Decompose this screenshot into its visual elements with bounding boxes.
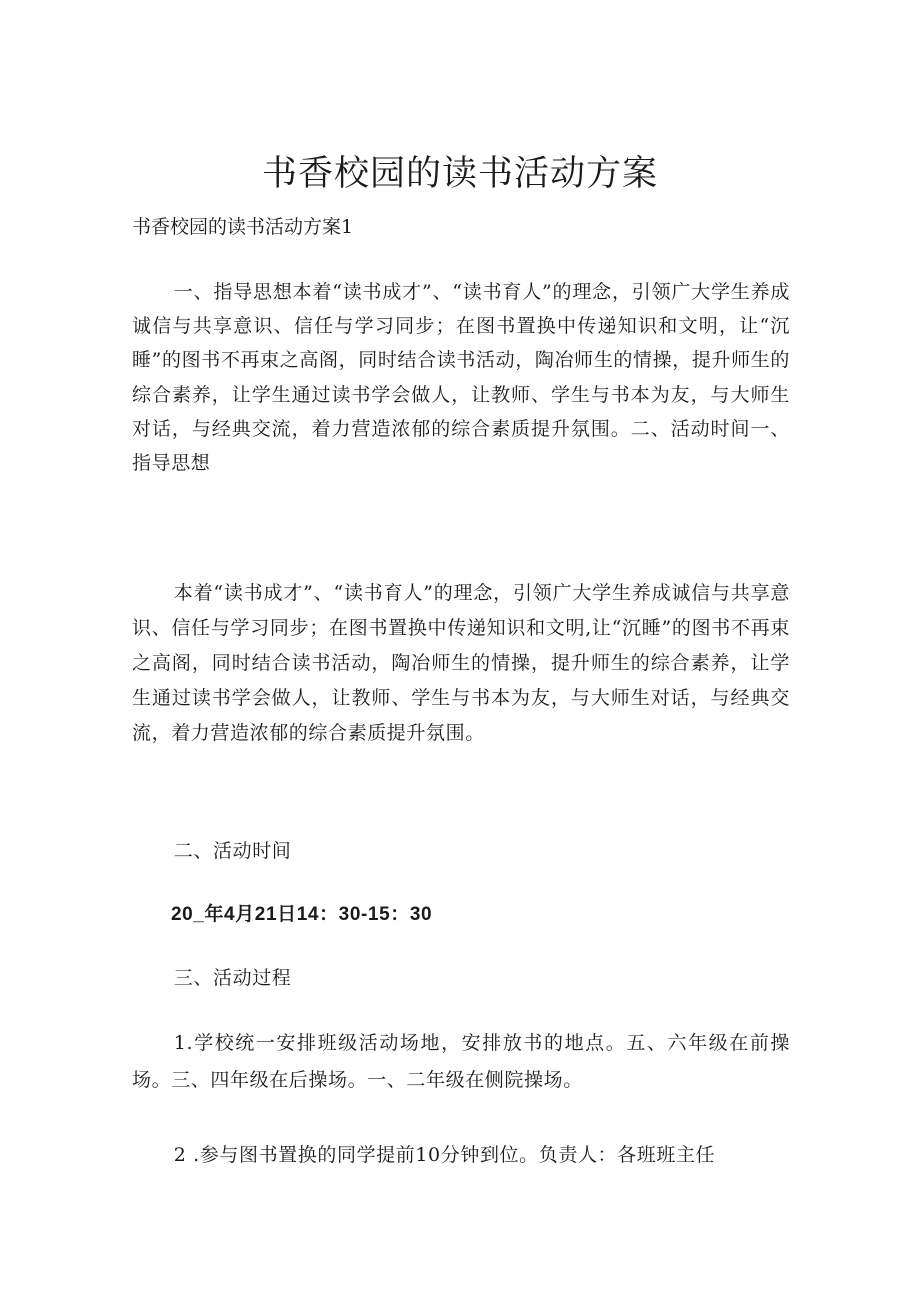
process-step-2: 2 .参与图书置换的同学提前10分钟到位。负责人：各班班主任 bbox=[173, 1144, 716, 1166]
paragraph-philosophy: 本着“读书成才”、“读书育人”的理念，引领广大学生养成诚信与共享意识、信任与学习同步；在图书置换中传递知识和文明,让“沉睡”的图书不再束之高阁，同时结合读书活动，陶冶师生的情操，提升师生的综合素养，让学生通过读书学会做人，让教师、学生与书本为友，与大师生对话，与经典交流，着力营造浓郁的综合素质提升氛围。 bbox=[132, 582, 790, 744]
process-step-1: 1.学校统一安排班级活动场地，安排放书的地点。五、六年级在前操场。三、四年级在后操场。一、二年级在侧院操场。 bbox=[132, 1032, 790, 1091]
document-subtitle: 书香校园的读书活动方案1 bbox=[132, 216, 354, 238]
paragraph-guiding-ideology: 一、指导思想本着“读书成才”、“读书育人”的理念，引领广大学生养成诚信与共享意识、信任与学习同步；在图书置换中传递知识和文明，让“沉睡”的图书不再束之高阁，同时结合读书活动，陶冶师生的情操，提升师生的综合素养，让学生通过读书学会做人，让教师、学生与书本为友，与大师生对话，与经典交流，着力营造浓郁的综合素质提升氛围。二、活动时间一、指导思想 bbox=[132, 281, 790, 475]
section-heading-activity-time: 二、活动时间 bbox=[173, 840, 292, 862]
section-heading-activity-process: 三、活动过程 bbox=[173, 967, 292, 989]
activity-datetime: 20_年4月21日14：30-15：30 bbox=[170, 904, 433, 925]
document-title: 书香校园的读书活动方案 bbox=[261, 154, 658, 194]
